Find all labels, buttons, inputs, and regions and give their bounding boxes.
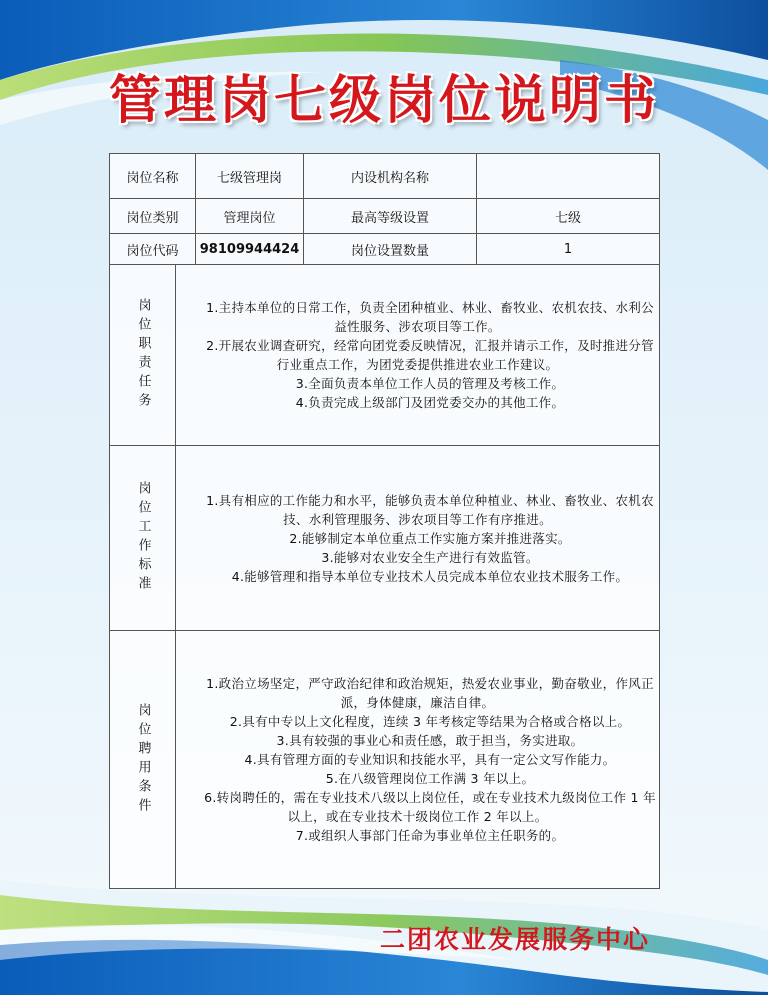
code-label: 岗位代码	[110, 234, 196, 265]
code-value: 98109944424	[196, 234, 304, 265]
duty-item: 2.开展农业调查研究，经常向团党委反映情况，汇报并请示工作，及时推进分管行业重点工作，为团党委提供推进农业工作建议。	[206, 338, 654, 372]
name-label: 岗位名称	[110, 154, 196, 199]
name-value: 七级管理岗	[196, 154, 304, 199]
duty-item: 1.主持本单位的日常工作，负责全团种植业、林业、畜牧业、农机农技、水利公益性服务、涉农项目等工作。	[206, 300, 654, 334]
category-label: 岗位类别	[110, 199, 196, 234]
requirement-item: 6.转岗聘任的，需在专业技术八级以上岗位任，或在专业技术九级岗位工作 1 年以上，或在专业技术十级岗位工作 2 年以上。	[204, 790, 656, 824]
section-duties	[110, 265, 660, 446]
section-label-standards: 岗位工作标准	[110, 446, 176, 631]
job-description-table	[109, 153, 660, 889]
requirement-item: 3.具有较强的事业心和责任感，敢于担当，务实进取。	[276, 733, 584, 748]
section-body-requirements	[176, 631, 660, 889]
requirement-item: 1.政治立场坚定，严守政治纪律和政治规矩，热爱农业事业，勤奋敬业，作风正派，身体健康，廉洁自律。	[206, 676, 654, 710]
standard-item: 2.能够制定本单位重点工作实施方案并推进落实。	[289, 530, 571, 546]
info-row-name	[110, 154, 660, 199]
category-value: 管理岗位	[196, 199, 304, 234]
requirement-item: 2.具有中专以上文化程度，连续 3 年考核定等结果为合格或合格以上。	[229, 714, 631, 729]
section-label-duties: 岗位职责任务	[110, 265, 176, 446]
section-body-standards	[176, 446, 660, 631]
level-value: 七级	[477, 199, 660, 234]
requirement-item: 5.在八级管理岗位工作满 3 年以上。	[325, 771, 535, 786]
section-standards	[110, 446, 660, 631]
duty-item: 4.负责完成上级部门及团党委交办的其他工作。	[295, 395, 565, 410]
page-title: 管理岗七级岗位说明书	[108, 71, 659, 131]
requirement-item: 4.具有管理方面的专业知识和技能水平，具有一定公文写作能力。	[244, 752, 616, 767]
requirement-item: 7.或组织人事部门任命为事业单位主任职务的。	[295, 828, 565, 843]
standard-item: 4.能够管理和指导本单位专业技术人员完成本单位农业技术服务工作。	[231, 568, 629, 584]
section-body-duties	[176, 265, 660, 446]
dept-value	[477, 154, 660, 199]
standard-item: 1.具有相应的工作能力和水平，能够负责本单位种植业、林业、畜牧业、农机农技、水利管理服务、涉农项目等工作有序推进。	[206, 492, 654, 527]
count-value: 1	[477, 234, 660, 265]
section-requirements	[110, 631, 660, 889]
standard-item: 3.能够对农业安全生产进行有效监管。	[321, 549, 539, 565]
count-label: 岗位设置数量	[304, 234, 477, 265]
organization-footer: 二团农业发展服务中心	[380, 925, 651, 954]
duty-item: 3.全面负责本单位工作人员的管理及考核工作。	[295, 376, 565, 391]
info-row-code	[110, 234, 660, 265]
dept-label: 内设机构名称	[304, 154, 477, 199]
section-label-requirements: 岗位聘用条件	[110, 631, 176, 889]
level-label: 最高等级设置	[304, 199, 477, 234]
info-row-category	[110, 199, 660, 234]
